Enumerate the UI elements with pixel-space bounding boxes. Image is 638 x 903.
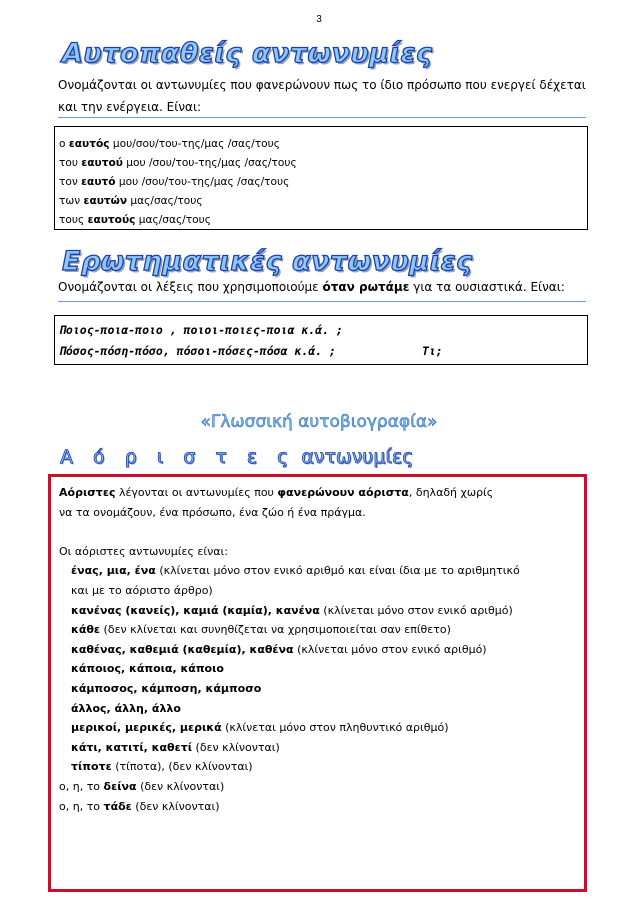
divider	[58, 117, 586, 118]
list-item: ο εαυτός μου/σου/του-της/μας /σας/τους	[59, 138, 280, 150]
indefinite-box	[48, 474, 587, 892]
divider	[58, 301, 586, 302]
paragraph-line: Αόριστες λέγονται οι αντωνυμίες που φανερώνουν αόριστα, δηλαδή χωρίς	[59, 486, 494, 499]
page-number: 3	[316, 14, 322, 25]
list-item: ένας, μια, ένα (κλίνεται μόνο στον ενικό αριθμό και είναι ίδια με το αριθμητικό	[71, 564, 520, 578]
list-item: των εαυτών μας/σας/τους	[59, 195, 203, 207]
list-item: κάθε (δεν κλίνεται και συνηθίζεται να χρησιμοποιείται σαν επίθετο)	[71, 623, 451, 637]
list-item: καθένας, καθεμιά (καθεμία), καθένα (κλίνεται μόνο στον ενικό αριθμό)	[71, 642, 487, 656]
list-item: τους εαυτούς μας/σας/τους	[59, 214, 211, 226]
section-title-indefinite: Α ό ρ ι σ τ ε ς αντωνυμίες	[60, 446, 414, 468]
interrogative-intro: Ονομάζονται οι λέξεις που χρησιμοποιούμε όταν ρωτάμε για τα ουσιαστικά. Είναι:	[58, 280, 565, 294]
list-item: μερικοί, μερικές, μερικά (κλίνεται μόνο στον πληθυντικό αριθμό)	[71, 721, 449, 735]
list-intro: Οι αόριστες αντωνυμίες είναι:	[59, 544, 228, 558]
section-title-interrogative: Ερωτηματικές αντωνυμίες	[62, 246, 473, 277]
interrogative-box	[54, 315, 588, 365]
list-item: κάμποσος, κάμποση, κάμποσο	[71, 681, 262, 695]
list-item: του εαυτού μου /σου/του-της/μας /σας/τους	[59, 157, 297, 169]
list-item: Ποιος-ποια-ποιο , ποιοι-ποιες-ποια κ.ά. ;	[59, 323, 343, 337]
reflexive-intro: Ονομάζονται οι αντωνυμίες που φανερώνουν πως το ίδιο πρόσωπο που ενεργεί δέχεται και την ενέργεια. Είναι:	[58, 78, 586, 114]
list-item: κάτι, κατιτί, καθετί (δεν κλίνονται)	[71, 740, 280, 754]
reflexive-box	[54, 126, 588, 230]
section-title-reflexive: Αυτοπαθείς αντωνυμίες	[62, 38, 433, 69]
list-item: ο, η, το δείνα (δεν κλίνονται)	[59, 779, 225, 793]
center-title: «Γλωσσική αυτοβιογραφία»	[200, 412, 438, 432]
list-item: κανένας (κανείς), καμιά (καμία), κανένα (κλίνεται μόνο στον ενικό αριθμό)	[71, 603, 513, 617]
list-item: και με το αόριστο άρθρο)	[71, 583, 213, 597]
list-item: ο, η, το τάδε (δεν κλίνονται)	[59, 799, 220, 813]
list-item: τον εαυτό μου /σου/του-της/μας /σας/τους	[59, 176, 290, 188]
list-item: Πόσος-πόση-πόσο, πόσοι-πόσες-πόσα κ.ά. ; Τι;	[59, 344, 443, 358]
list-item: τίποτε (τίποτα), (δεν κλίνονται)	[71, 760, 253, 774]
list-item: κάποιος, κάποια, κάποιο	[71, 662, 224, 676]
paragraph-line: να τα ονομάζουν, ένα πρόσωπο, ένα ζώο ή ένα πράγμα.	[59, 505, 366, 519]
list-item: άλλος, άλλη, άλλο	[71, 701, 181, 715]
